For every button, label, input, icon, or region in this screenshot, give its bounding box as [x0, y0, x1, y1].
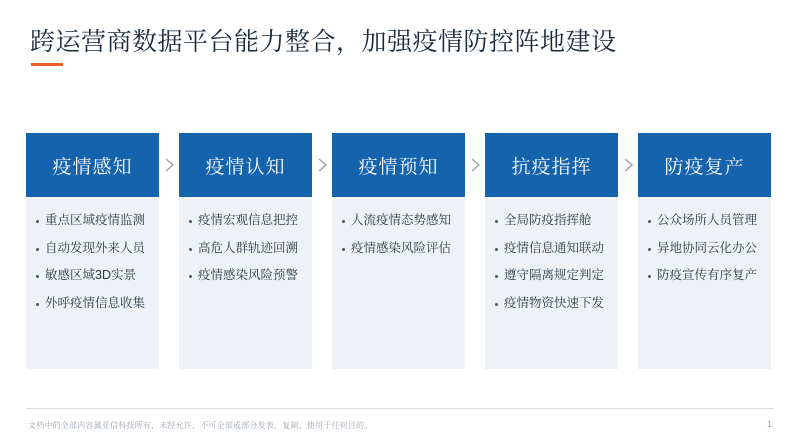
- flow-arrow-3-icon: [465, 133, 485, 197]
- bullet-dot-icon: [495, 303, 498, 306]
- list-item: [495, 296, 610, 312]
- list-item: [36, 268, 151, 284]
- footer-disclaimer: 文档中的全部内容属亚信科技所有，未经允许，不可全部或部分发表、复制、使用于任何目的。: [28, 421, 373, 430]
- flow-column-1-items: [26, 197, 159, 369]
- flow-column-5-items: [638, 197, 771, 369]
- flow-column-3: [332, 133, 465, 369]
- list-item: [36, 241, 151, 257]
- list-item: [648, 213, 763, 229]
- bullet-dot-icon: [495, 220, 498, 223]
- flow-column-2-header: 疫情认知: [179, 133, 312, 197]
- flow-column-1: [26, 133, 159, 369]
- list-item-label: 人流疫情态势感知: [351, 213, 452, 227]
- flow-arrow-1-icon: [159, 133, 179, 197]
- bullet-dot-icon: [342, 248, 345, 251]
- flow-column-3-items: [332, 197, 465, 369]
- list-item-label: 遵守隔离规定判定: [504, 268, 605, 283]
- flow-column-3-header: 疫情预知: [332, 133, 465, 197]
- page-number: 1: [766, 419, 772, 429]
- bullet-dot-icon: [189, 275, 192, 278]
- title-accent-rule: [31, 63, 63, 66]
- list-item-label: 重点区域疫情监测: [45, 213, 146, 227]
- bullet-dot-icon: [342, 220, 345, 223]
- process-flow: [26, 133, 774, 369]
- list-item: [495, 213, 610, 229]
- bullet-dot-icon: [36, 220, 39, 223]
- bullet-dot-icon: [36, 248, 39, 251]
- list-item: [342, 213, 457, 229]
- bullet-dot-icon: [648, 275, 651, 278]
- page-title: 跨运营商数据平台能力整合，加强疫情防控阵地建设: [30, 28, 617, 56]
- flow-arrow-4-icon: [618, 133, 638, 197]
- flow-column-4-header: 抗疫指挥: [485, 133, 618, 197]
- flow-column-4-items: [485, 197, 618, 369]
- flow-column-5-header: 防疫复产: [638, 133, 771, 197]
- flow-column-1-header: 疫情感知: [26, 133, 159, 197]
- bullet-dot-icon: [36, 303, 39, 306]
- flow-column-4: [485, 133, 618, 369]
- list-item-label: 疫情感染风险评估: [351, 240, 452, 255]
- list-item-label: 疫情信息通知联动: [504, 240, 605, 255]
- slide-footer: [0, 408, 800, 446]
- bullet-dot-icon: [495, 248, 498, 251]
- list-item-label: 自动发现外来人员: [45, 240, 146, 255]
- list-item-label: 敏感区域3D实景: [45, 268, 136, 283]
- flow-column-5: [638, 133, 771, 369]
- bullet-dot-icon: [648, 220, 651, 223]
- list-item: [36, 213, 151, 229]
- list-item-label: 外呼疫情信息收集: [45, 295, 146, 310]
- list-item-label: 异地协同云化办公: [657, 240, 758, 255]
- bullet-dot-icon: [36, 275, 39, 278]
- list-item-label: 防疫宣传有序复产: [657, 268, 758, 283]
- bullet-dot-icon: [648, 248, 651, 251]
- list-item-label: 高危人群轨迹回溯: [198, 240, 299, 255]
- list-item: [495, 268, 610, 284]
- list-item: [189, 241, 304, 257]
- bullet-dot-icon: [189, 248, 192, 251]
- bullet-dot-icon: [189, 220, 192, 223]
- list-item: [36, 296, 151, 312]
- list-item: [342, 241, 457, 257]
- list-item-label: 疫情感染风险预警: [198, 268, 299, 283]
- flow-column-2: [179, 133, 312, 369]
- list-item: [189, 213, 304, 229]
- flow-arrow-2-icon: [312, 133, 332, 197]
- list-item: [495, 241, 610, 257]
- list-item: [648, 268, 763, 284]
- list-item: [189, 268, 304, 284]
- list-item-label: 疫情宏观信息把控: [198, 213, 299, 227]
- list-item: [648, 241, 763, 257]
- footer-divider: [26, 408, 774, 409]
- list-item-label: 疫情物资快速下发: [504, 295, 605, 310]
- bullet-dot-icon: [495, 275, 498, 278]
- list-item-label: 全局防疫指挥舱: [504, 213, 592, 227]
- flow-column-2-items: [179, 197, 312, 369]
- list-item-label: 公众场所人员管理: [657, 213, 758, 227]
